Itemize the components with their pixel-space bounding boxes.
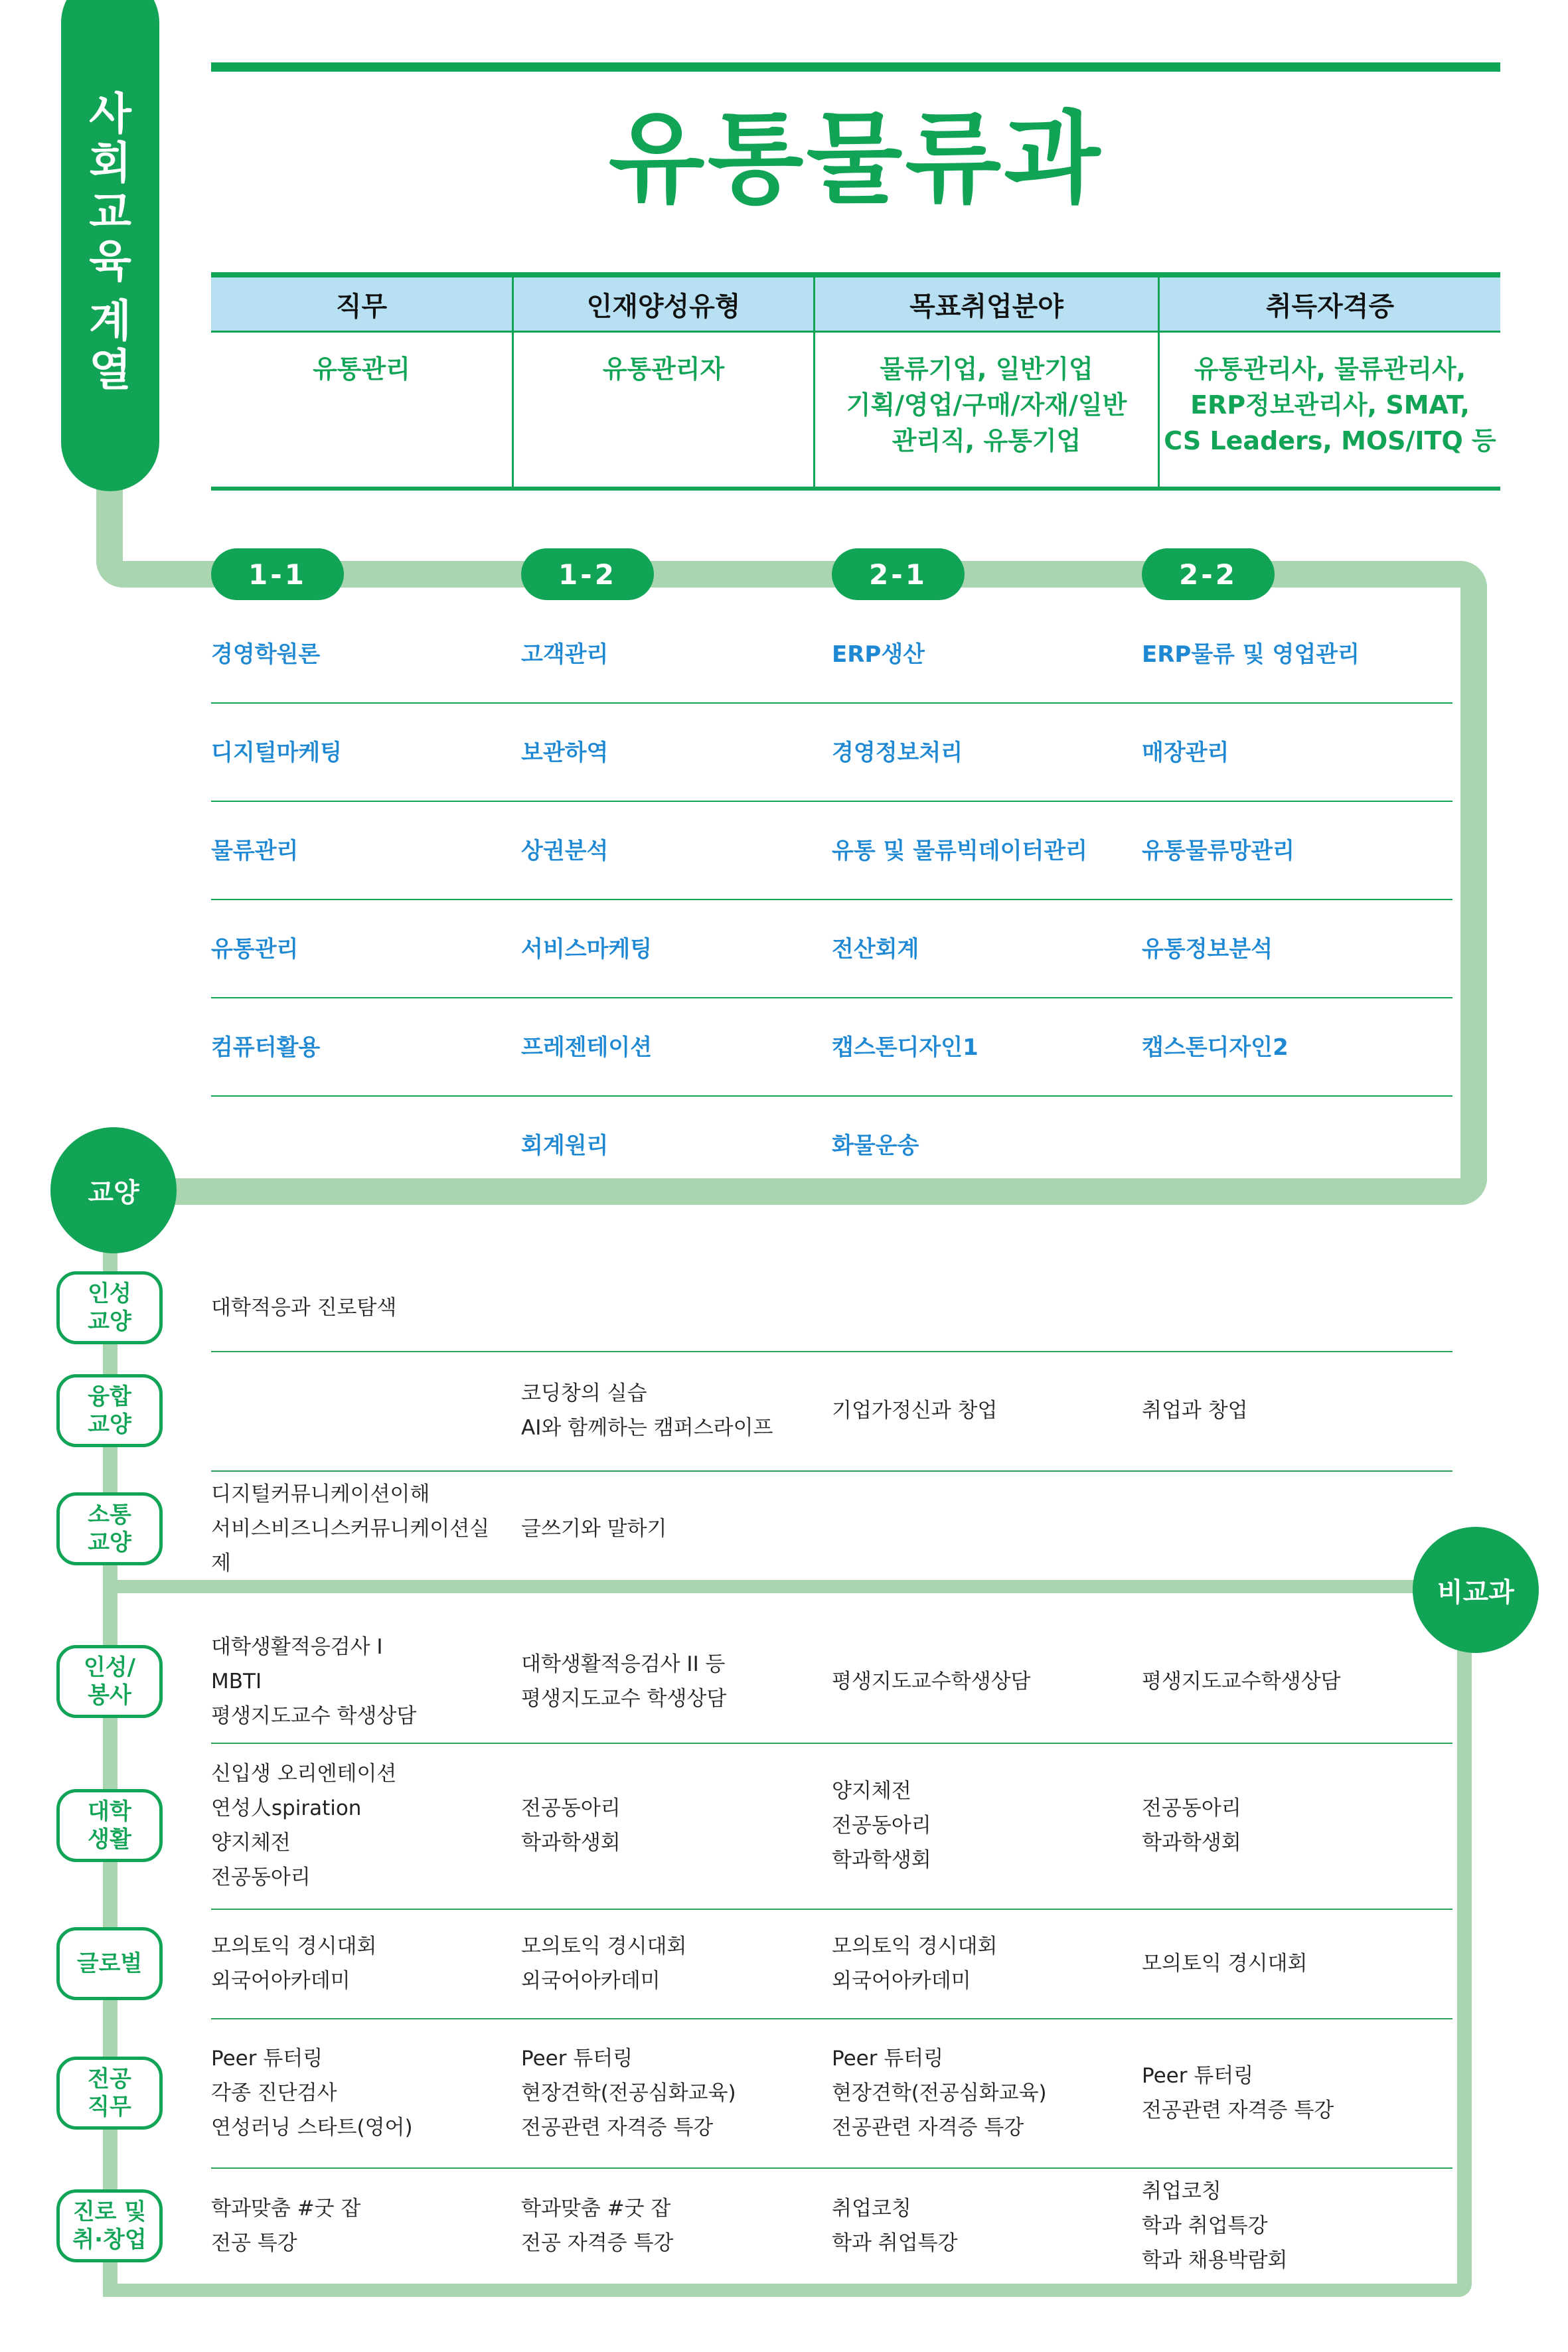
program-line: 학과학생회 [1142, 1831, 1241, 1855]
table-body-row [211, 333, 1500, 487]
row-label-line: 대학 [88, 1798, 131, 1825]
cell-certs [1158, 333, 1500, 487]
program-line: Peer 튜터링 [211, 2046, 323, 2071]
pipe-right-vertical-extra [1457, 1580, 1472, 2297]
program-line: 전공동아리 [1142, 1796, 1241, 1820]
semester-1-2: 1-2 [521, 548, 654, 600]
row-label-line: 취·창업 [72, 2226, 147, 2253]
row-label-line: 글로벌 [76, 1950, 143, 1977]
program-line: 전공동아리 [211, 1865, 311, 1889]
row-label-line: 직무 [88, 2093, 131, 2120]
pipe-middle-horizontal [106, 1178, 1487, 1205]
program-cell [1142, 1909, 1434, 2018]
section-row-label [56, 2057, 163, 2130]
course-item: 디지털마케팅 [211, 740, 343, 766]
program-cell [1142, 2018, 1434, 2167]
program-cell [211, 1265, 503, 1351]
program-line: 학과맞춤 #굿 잡 [211, 2196, 361, 2221]
program-line: 취업코칭 [1142, 2179, 1221, 2203]
course-item: 프레젠테이션 [521, 1034, 653, 1061]
header-certs: 취득자격증 [1158, 277, 1500, 331]
semester-1-1: 1-1 [211, 548, 344, 600]
program-cell [1142, 2167, 1434, 2284]
program-line: 외국어아카데미 [521, 1968, 661, 1993]
program-line: 기업가정신과 창업 [832, 1399, 998, 1423]
course-item: 유통정보분석 [1142, 936, 1273, 963]
program-line: 평생지도교수 학생상담 [211, 1703, 417, 1728]
course-item: 회계원리 [521, 1133, 609, 1159]
program-cell [211, 1743, 503, 1909]
program-cell [211, 1470, 503, 1587]
program-cell [832, 1620, 1124, 1743]
header-target: 목표취업분야 [813, 277, 1158, 331]
section-row-label [56, 1374, 163, 1447]
course-item: 유통물류망관리 [1142, 838, 1294, 864]
semester-2-1: 2-1 [832, 548, 965, 600]
course-item: 고객관리 [521, 641, 609, 668]
program-line: 전공관련 자격증 특강 [521, 2115, 714, 2140]
program-line: AI와 함께하는 캠퍼스라이프 [521, 1416, 773, 1440]
course-item: 전산회계 [832, 936, 919, 963]
header-job: 직무 [211, 277, 512, 331]
program-line: 연성러닝 스타트(영어) [211, 2115, 413, 2140]
course-item: 캡스톤디자인2 [1142, 1034, 1289, 1061]
target-line: 기획/영업/구매/자재/일반 [846, 390, 1127, 420]
course-item: 서비스마케팅 [521, 936, 653, 963]
program-cell [521, 2018, 813, 2167]
program-line: 전공관련 자격증 특강 [832, 2115, 1024, 2140]
program-line: 학과맞춤 #굿 잡 [521, 2196, 671, 2221]
program-line: 전공 특강 [211, 2231, 297, 2255]
row-label-line: 교양 [88, 1411, 131, 1438]
cell-job [211, 333, 512, 487]
section-row-label [56, 1645, 163, 1718]
program-line: 학과 취업특강 [832, 2231, 958, 2255]
section-row-label [56, 2189, 163, 2262]
row-label-line: 인성/ [83, 1654, 136, 1681]
program-line: 연성人spiration [211, 1796, 362, 1820]
program-line: 학과학생회 [832, 1848, 931, 1872]
talent-line: 유통관리자 [602, 354, 725, 384]
category-char: 사 [89, 88, 131, 139]
department-info-table [211, 272, 1500, 491]
program-line: 모의토익 경시대회 [832, 1934, 998, 1958]
general-education-circle: 교양 [50, 1127, 177, 1253]
course-item: 화물운송 [832, 1133, 919, 1159]
title-top-rule [211, 62, 1500, 72]
pipe-bottom-horizontal [103, 2284, 1472, 2297]
program-cell [521, 1909, 813, 2018]
row-label-line: 소통 [88, 1501, 131, 1528]
program-line: Peer 튜터링 [1142, 2063, 1254, 2088]
course-item: ERP생산 [832, 641, 925, 668]
course-item: 매장관리 [1142, 740, 1229, 766]
row-label-line: 인성 [88, 1281, 131, 1307]
row-divider [211, 702, 1452, 704]
program-cell [521, 2167, 813, 2284]
program-line: 취업과 창업 [1142, 1399, 1248, 1423]
page-title: 유통물류과 [608, 102, 1103, 217]
program-line: 외국어아카데미 [832, 1968, 971, 1993]
course-item: 유통관리 [211, 936, 299, 963]
row-label-line: 진로 및 [72, 2198, 147, 2225]
program-cell [1142, 1351, 1434, 1470]
row-divider [211, 997, 1452, 998]
row-divider [211, 899, 1452, 900]
row-label-line: 융합 [88, 1383, 131, 1410]
course-item: 물류관리 [211, 838, 299, 864]
program-line: 디지털커뮤니케이션이해 [211, 1482, 430, 1506]
section-row-label [56, 1492, 163, 1565]
table-header-row [211, 277, 1500, 331]
program-cell [1142, 1743, 1434, 1909]
cert-line: CS Leaders, MOS/ITQ 등 [1164, 426, 1496, 455]
program-cell [832, 1909, 1124, 2018]
program-line: 대학생활적응검사 II 등 [521, 1652, 726, 1676]
program-cell [1142, 1620, 1434, 1743]
pipe-right-vertical [1460, 561, 1487, 1205]
program-line: 서비스비즈니스커뮤니케이션실제 [211, 1516, 490, 1575]
row-label-line: 전공 [88, 2065, 131, 2092]
program-cell [521, 1470, 813, 1587]
program-line: 전공 자격증 특강 [521, 2231, 674, 2255]
course-item: 유통 및 물류빅데이터관리 [832, 838, 1087, 864]
program-line: 양지체전 [211, 1831, 291, 1855]
cert-line: ERP정보관리사, SMAT, [1190, 390, 1470, 420]
program-line: 신입생 오리엔테이션 [211, 1762, 397, 1786]
category-char: 회 [89, 137, 131, 189]
program-line: 현장견학(전공심화교육) [521, 2080, 736, 2105]
category-char: 육 [89, 236, 131, 287]
program-cell [211, 2167, 503, 2284]
course-item: ERP물류 및 영업관리 [1142, 641, 1360, 668]
cell-target [813, 333, 1158, 487]
program-cell [211, 2018, 503, 2167]
program-line: 모의토익 경시대회 [211, 1934, 377, 1958]
row-divider [211, 1095, 1452, 1097]
course-item: 캡스톤디자인1 [832, 1034, 979, 1061]
program-line: 모의토익 경시대회 [1142, 1951, 1308, 1976]
program-line: 학과 채용박람회 [1142, 2248, 1288, 2272]
program-cell [832, 1351, 1124, 1470]
target-line: 물류기업, 일반기업 [880, 354, 1093, 384]
row-divider [211, 801, 1452, 802]
table-top-rule [211, 272, 1500, 277]
section-row-label [56, 1927, 163, 2000]
category-char: 계 [89, 295, 131, 347]
row-label-line: 교양 [88, 1308, 131, 1335]
program-line: 모의토익 경시대회 [521, 1934, 687, 1958]
course-item: 경영정보처리 [832, 740, 963, 766]
row-label-line: 봉사 [88, 1682, 131, 1709]
program-line: 현장견학(전공심화교육) [832, 2080, 1047, 2105]
program-line: 코딩창의 실습 [521, 1381, 647, 1405]
program-cell [832, 1743, 1124, 1909]
program-cell [521, 1620, 813, 1743]
job-line: 유통관리 [313, 354, 410, 384]
cert-line: 유통관리사, 물류관리사, [1194, 354, 1466, 384]
program-line: 외국어아카데미 [211, 1968, 351, 1993]
program-line: 글쓰기와 말하기 [521, 1516, 667, 1541]
program-line: 대학생활적응검사 I [211, 1634, 383, 1659]
program-line: 평생지도교수학생상담 [832, 1669, 1031, 1693]
course-item: 보관하역 [521, 740, 609, 766]
row-label-line: 교양 [88, 1529, 131, 1556]
course-item: 경영학원론 [211, 641, 321, 668]
program-line: 평생지도교수학생상담 [1142, 1669, 1341, 1693]
section-row-label [56, 1271, 163, 1344]
program-line: 학과학생회 [521, 1831, 621, 1855]
program-cell [832, 2018, 1124, 2167]
program-line: 대학적응과 진로탐색 [211, 1296, 397, 1320]
program-cell [521, 1351, 813, 1470]
program-line: MBTI [211, 1669, 262, 1693]
target-line: 관리직, 유통기업 [892, 426, 1081, 455]
program-line: 전공동아리 [521, 1796, 621, 1820]
program-line: Peer 튜터링 [832, 2046, 944, 2071]
extracurricular-circle: 비교과 [1413, 1527, 1539, 1653]
cell-talent [512, 333, 813, 487]
semester-2-2: 2-2 [1142, 548, 1275, 600]
program-cell [521, 1743, 813, 1909]
department-category-tab [61, 0, 159, 491]
course-item: 상권분석 [521, 838, 609, 864]
course-item: 컴퓨터활용 [211, 1034, 321, 1061]
program-line: 학과 취업특강 [1142, 2213, 1268, 2238]
program-cell [832, 2167, 1124, 2284]
program-line: 취업코칭 [832, 2196, 911, 2221]
header-talent: 인재양성유형 [512, 277, 813, 331]
program-cell [211, 1620, 503, 1743]
row-label-line: 생활 [88, 1826, 131, 1853]
program-cell [211, 1909, 503, 2018]
category-char: 교 [89, 187, 131, 238]
program-line: Peer 튜터링 [521, 2046, 633, 2071]
section-row-label [56, 1789, 163, 1862]
program-line: 각종 진단검사 [211, 2080, 337, 2105]
program-line: 전공동아리 [832, 1814, 931, 1838]
program-line: 평생지도교수 학생상담 [521, 1686, 727, 1711]
program-line: 전공관련 자격증 특강 [1142, 2098, 1334, 2122]
table-bottom-rule [211, 487, 1500, 491]
category-char: 열 [89, 345, 131, 396]
program-line: 양지체전 [832, 1779, 911, 1803]
